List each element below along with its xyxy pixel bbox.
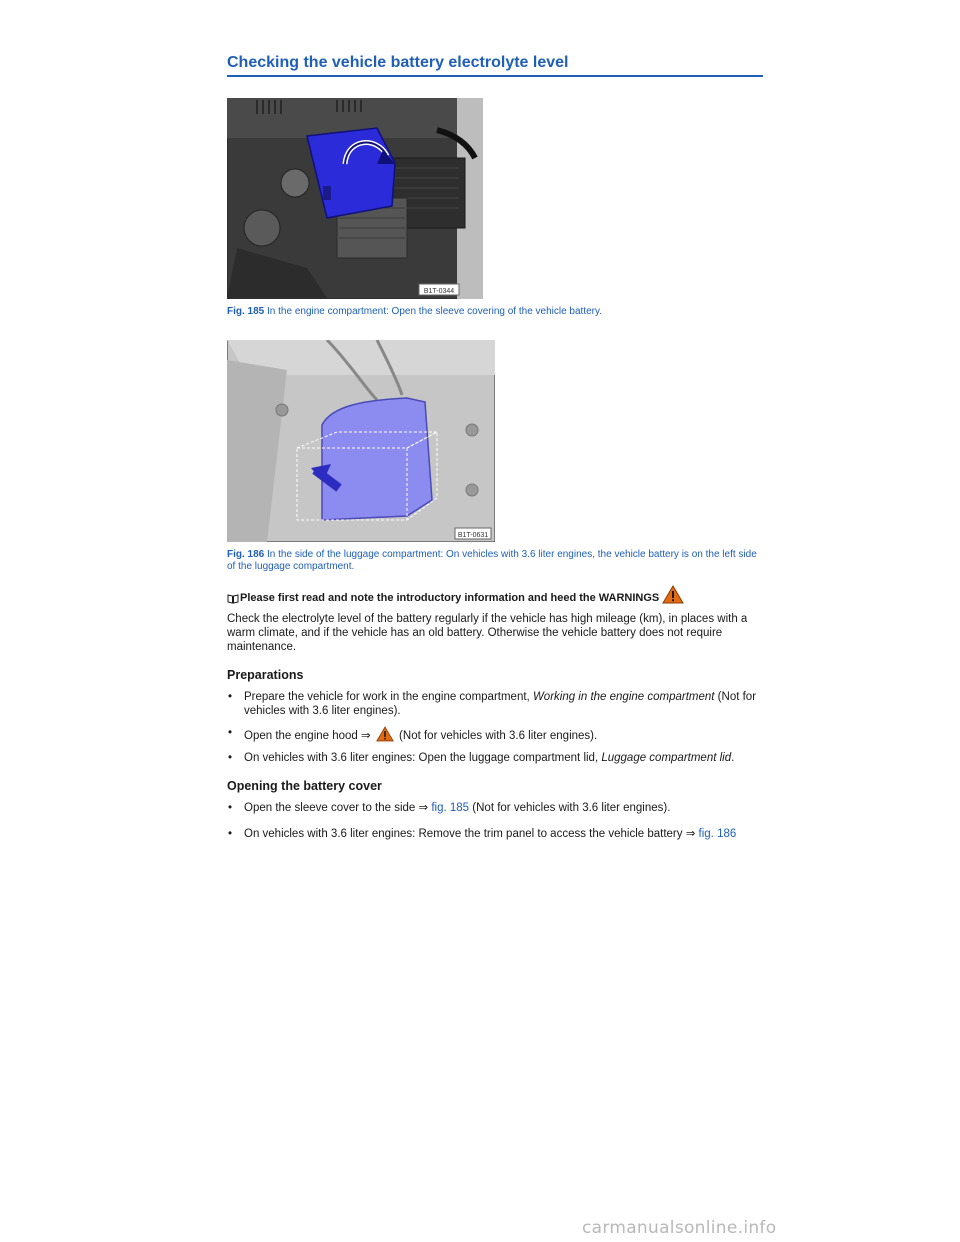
intro-paragraph: Check the electrolyte level of the battery regularly if the vehicle has high mileage (km), in places with a warm climate, and if the vehicle has an old battery. Otherwise the vehicle battery does not require maintenance. — [227, 613, 748, 653]
figure-186-image — [227, 340, 495, 542]
fig-185-link[interactable]: fig. 185 — [431, 802, 470, 814]
bullet-icon: • — [228, 752, 233, 764]
list-item: • On vehicles with 3.6 liter engines: Remove the trim panel to access the vehicle battery ⇒ fig. 186 — [228, 828, 737, 840]
figure-185-code: B1T-0344 — [423, 288, 455, 295]
fig-186-link[interactable]: fig. 186 — [698, 828, 737, 840]
bullet-icon: • — [228, 691, 233, 703]
bullet-icon: • — [228, 802, 233, 814]
watermark: carmanualsonline.info — [582, 1218, 777, 1238]
reference-working-engine-compartment[interactable]: Working in the engine compartment — [532, 691, 715, 703]
list-item: • Prepare the vehicle for work in the engine compartment, Working in the engine compartment (Not for vehicles with 3.6 liter engines). — [228, 691, 757, 717]
intro-note — [227, 585, 763, 604]
intro-note-text: Please first read and note the introductory information and heed the WARNINGS — [240, 592, 660, 604]
preparations-list — [227, 690, 763, 765]
figure-185-label: Fig. 185 — [227, 306, 265, 317]
opening-battery-cover-heading: Opening the battery cover — [227, 779, 382, 793]
luggage-compartment-illustration — [227, 340, 495, 542]
figure-185-caption-text: In the engine compartment: Open the sleeve covering of the vehicle battery. — [267, 306, 603, 317]
opening-list — [227, 801, 763, 841]
engine-compartment-illustration — [227, 98, 483, 299]
page-title: Checking the vehicle battery electrolyte level — [227, 54, 763, 77]
figure-185 — [227, 98, 763, 318]
list-item: • On vehicles with 3.6 liter engines: Open the luggage compartment lid, Luggage compartment lid. — [228, 752, 735, 764]
figure-186-caption — [227, 549, 757, 573]
bullet-icon: • — [228, 828, 233, 840]
list-item: • Open the engine hood ⇒ (Not for vehicles with 3.6 liter engines). — [228, 727, 598, 742]
figure-186-label: Fig. 186 — [227, 549, 265, 560]
list-item: • Open the sleeve cover to the side ⇒ fig. 185 (Not for vehicles with 3.6 liter engines). — [228, 802, 671, 814]
figure-186-code: B1T-0631 — [457, 532, 489, 539]
figure-185-caption — [227, 306, 757, 318]
warning-icon[interactable] — [376, 726, 394, 742]
book-icon — [227, 593, 239, 604]
figure-185-image — [227, 98, 483, 299]
warning-icon[interactable] — [662, 585, 684, 604]
bullet-icon: • — [228, 727, 233, 739]
preparations-heading: Preparations — [227, 668, 304, 682]
figure-186 — [227, 340, 763, 573]
figure-186-caption-text: In the side of the luggage compartment: On vehicles with 3.6 liter engines, the vehicle battery is on the left side of the luggage compartment. — [227, 549, 757, 572]
document-page — [227, 50, 763, 849]
reference-luggage-compartment-lid[interactable]: Luggage compartment lid — [601, 752, 732, 764]
